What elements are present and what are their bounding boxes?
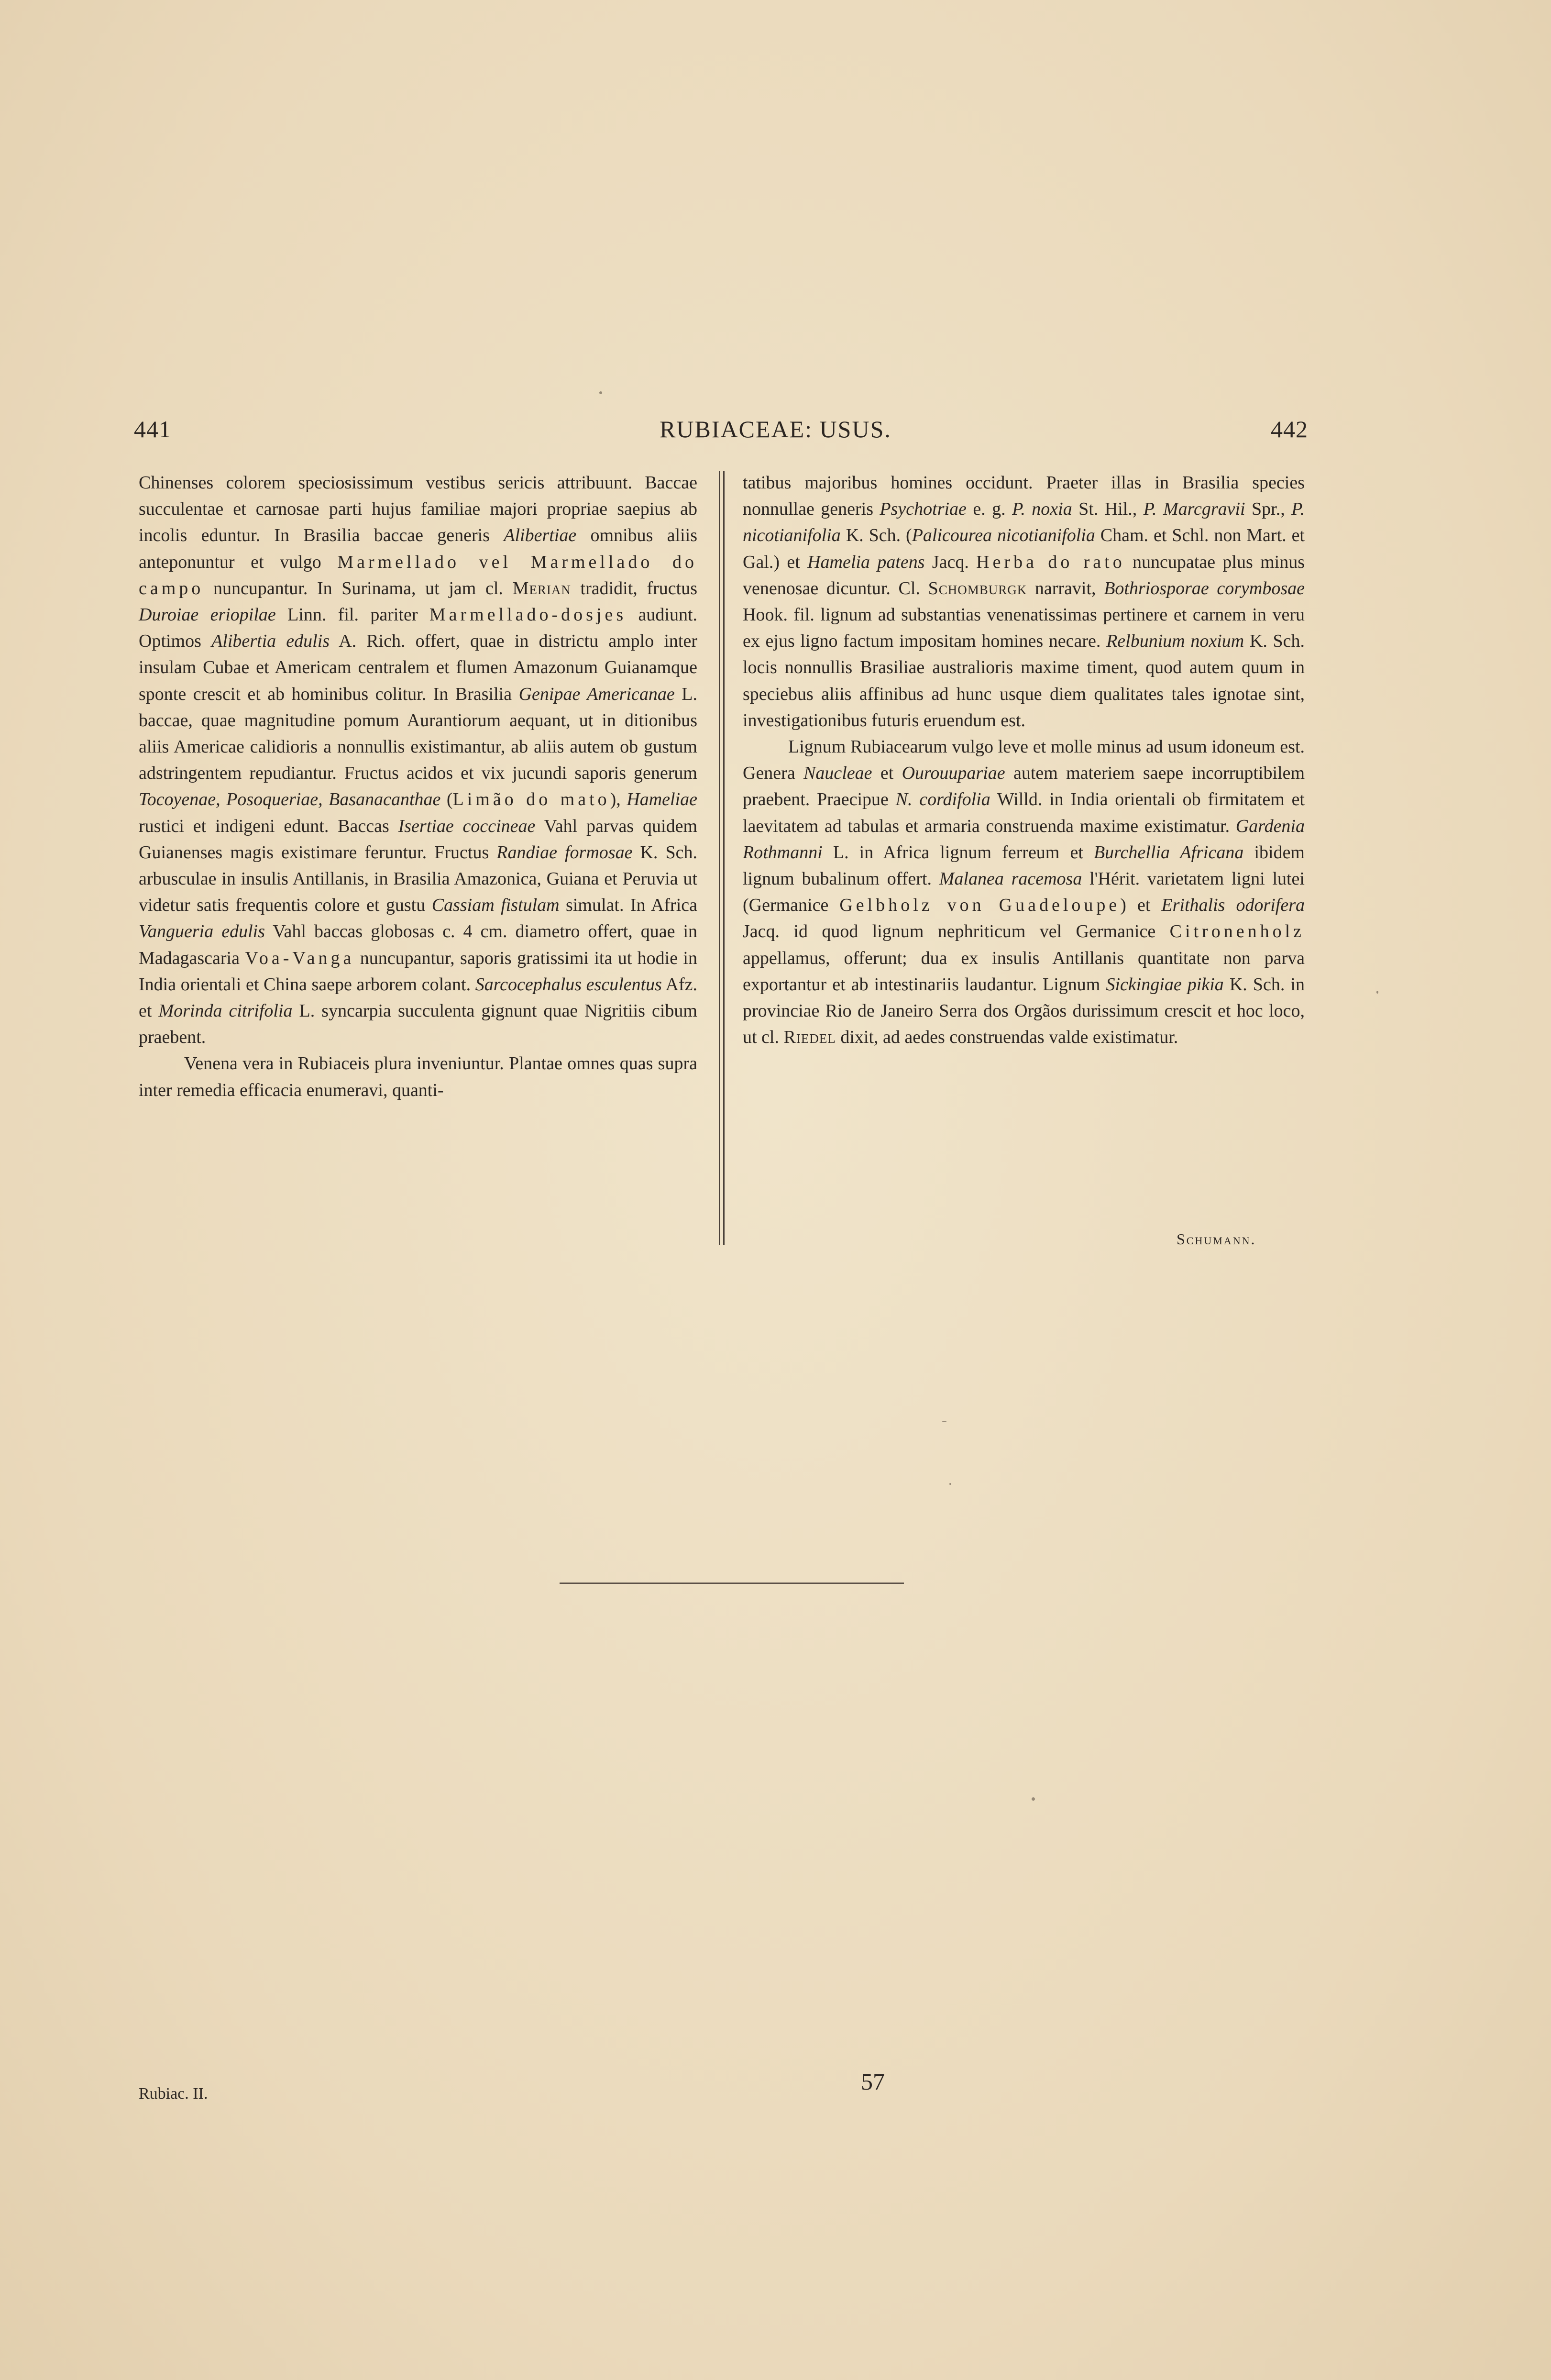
paper-speck xyxy=(1032,1797,1035,1801)
page-number-left: 441 xyxy=(134,416,171,443)
right-paragraph-2: Lignum Rubiacearum vulgo leve et molle minus ad usum idoneum est. Genera Naucleae et Ourouupariae autem materiem saepe incorruptibilem praebent. Praecipue N. cordifolia Willd. in India orientali ob firmitatem et laevitatem ad tabulas et armaria construenda maxime existimatur. Gardenia Rothmanni L. in Africa lignum ferreum et Burchellia Africana ibidem lignum bubalinum offert. Malanea racemosa l'Hérit. varietatem ligni lutei (Germanice Gelbholz von Guadeloupe) et Erithalis odorifera Jacq. id quod lignum nephriticum vel Germanice Citronenholz appellamus, offerunt; dua ex insulis Antillanis quantitate non parva exportantur et ab intestinariis laudantur. Lignum Sickingiae pikia K. Sch. in provinciae Rio de Janeiro Serra dos Orgãos durissimum crescit et hoc loco, ut cl. Riedel dixit, ad aedes construendas valde existimatur. xyxy=(743,737,1305,1048)
sheet-number: 57 xyxy=(861,2068,885,2095)
right-paragraph-1: tatibus majoribus homines occidunt. Praeter illas in Brasilia species nonnullae generis Psychotriae e. g. P. noxia St. Hil., P. Marcgravii Spr., P. nicotianifolia K. Sch. (Palicourea nicotianifolia Cham. et Schl. non Mart. et Gal.) et Hamelia patens Jacq. Herba do rato nuncupatae plus minus venenosae dicuntur. Cl. Schomburgk narravit, Bothriosporae corymbosae Hook. fil. lignum ad substantias venenatissimas pertinere et carnem in veru ex ejus ligno factum impositam homines necare. Relbunium noxium K. Sch. locis nonnullis Brasiliae australioris maxime timent, quod autem quum in speciebus aliis affinibus ad hunc usque diem qualitates tales ignotae sint, investigationibus futuris eruendum est. xyxy=(743,473,1305,731)
paper-speck xyxy=(599,391,602,394)
author-signature: Schumann. xyxy=(1177,1230,1256,1248)
page-number-right: 442 xyxy=(1271,416,1308,443)
column-divider-rule xyxy=(723,471,725,1245)
volume-signature: Rubiac. II. xyxy=(139,2085,208,2103)
paper-speck xyxy=(942,1421,946,1422)
running-title: RUBIACEAE: USUS. xyxy=(660,416,891,443)
right-column xyxy=(743,470,1305,1051)
paper-speck xyxy=(949,1483,951,1485)
left-paragraph-2: Venena vera in Rubiaceis plura inveniuntur. Plantae omnes quas supra inter remedia efficacia enumeravi, quanti- xyxy=(139,1053,697,1100)
running-header xyxy=(0,415,1551,454)
section-end-rule xyxy=(560,1583,904,1584)
paper-speck xyxy=(1376,991,1378,994)
left-column xyxy=(139,470,697,1104)
left-paragraph-1: Chinenses colorem speciosissimum vestibus sericis attribuunt. Baccae succulentae et carnosae parti hujus familiae majori propriae saepius ab incolis eduntur. In Brasilia baccae generis Alibertiae omnibus aliis anteponuntur et vulgo Marmellado vel Marmellado do campo nuncupantur. In Surinama, ut jam cl. Merian tradidit, fructus Duroiae eriopilae Linn. fil. pariter Marmellado-dosjes audiunt. Optimos Alibertia edulis A. Rich. offert, quae in districtu amplo inter insulam Cubae et Americam centralem et flumen Amazonum Guianamque sponte crescit et ab hominibus colitur. In Brasilia Genipae Americanae L. baccae, quae magnitudine pomum Aurantiorum aequant, ut in ditionibus aliis Americae calidioris a nonnullis existimantur, ab aliis autem ob gustum adstringentem repudiantur. Fructus acidos et vix jucundi saporis generum Tocoyenae, Posoqueriae, Basanacanthae (Limão do mato), Hameliae rustici et indigeni edunt. Baccas Isertiae coccineae Vahl parvas quidem Guianenses magis existimare feruntur. Fructus Randiae formosae K. Sch. arbusculae in insulis Antillanis, in Brasilia Amazonica, Guiana et Peruvia ut videtur satis frequentis colore et gustu Cassiam fistulam simulat. In Africa Vangueria edulis Vahl baccas globosas c. 4 cm. diametro offert, quae in Madagascaria Voa-Vanga nuncupantur, saporis gratissimi ita ut hodie in India orientali et China saepe arborem colant. Sarcocephalus esculentus Afz. et Morinda citrifolia L. syncarpia succulenta gignunt quae Nigritiis cibum praebent. xyxy=(139,473,698,1048)
column-divider-rule xyxy=(719,471,720,1245)
